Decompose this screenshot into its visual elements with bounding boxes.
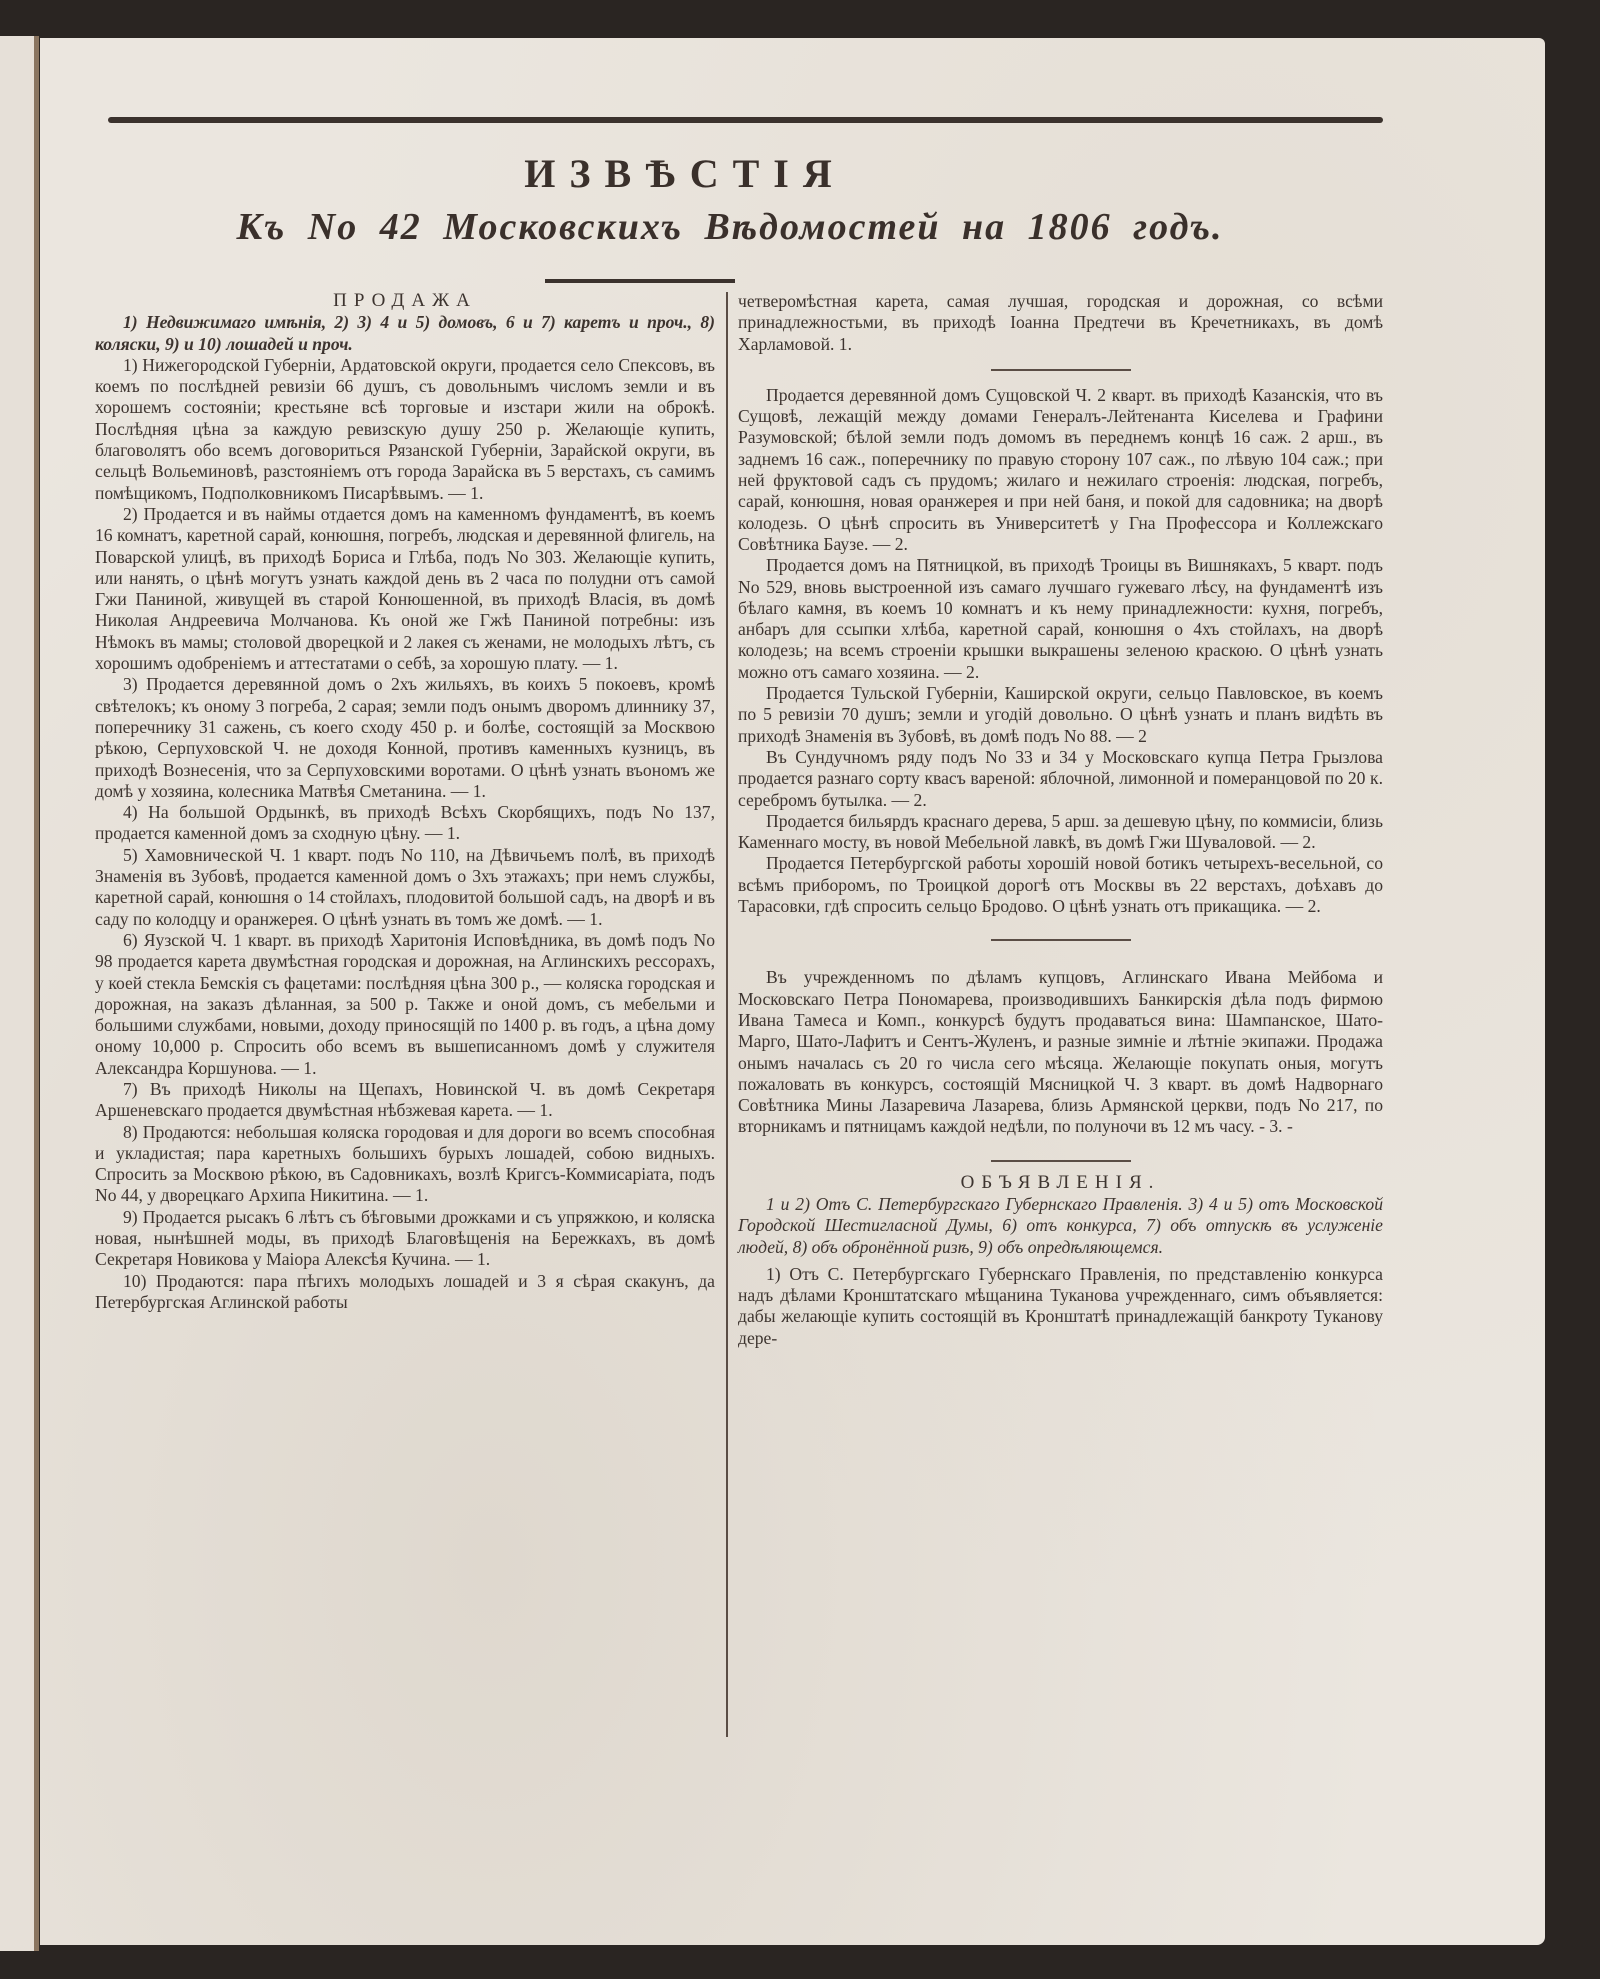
announcements-rubric: 1 и 2) Отъ С. Петербургскаго Губернскаго Правленія. 3) 4 и 5) отъ Московской Городской Шестигласной Думы, 6) отъ конкурса, 7) объ отпускѣ въ услуженіе людей, 8) объ обронённой ризѣ, 9) объ опредѣляющемся. xyxy=(738,1193,1383,1257)
section-rule xyxy=(991,1160,1131,1162)
konkurs-notice: Въ учрежденномъ по дѣламъ купцовъ, Аглинскаго Ивана Мейбома и Московскаго Петра Пономарева, производившихъ Банкирскія дѣла подъ фирмою Ивана Тамеса и Комп., конкурсѣ будутъ продаваться вина: Шампанское, Шато-Марго, Шато-Лафитъ и Сентъ-Жуленъ, и разные зимніе и лѣтніе экипажи. Продажа онымъ началась съ 20 го числа сего мѣсяца. Желающіе покупать оныя, могутъ пожаловать въ конкурсъ, состоящій Мясницкой Ч. 3 кварт. въ домѣ Надворнаго Совѣтника Мины Лазаревича Лазарева, близь Армянской церкви, подъ No 217, по вторникамъ и пятницамъ каждой недѣли, по полуночи въ 12 мъ часу. - 3. - xyxy=(738,967,1383,1137)
title-divider-rule xyxy=(545,279,735,283)
facing-page-edge xyxy=(0,36,39,1951)
sale-notice-5: Продается бильярдъ краснаго дерева, 5 арш. за дешевую цѣну, по коммисіи, близь Каменнаго мосту, въ новой Мебельной лавкѣ, въ домѣ Гжи Шуваловой. — 2. xyxy=(738,810,1383,853)
section-rule xyxy=(991,369,1131,371)
sale-item-3: 3) Продается деревянной домъ о 2хъ жильяхъ, въ коихъ 5 покоевъ, кромѣ свѣтелокъ; къ оному 3 погреба, 2 сарая; земли подъ онымъ дворомъ длиннику 37, поперечнику 31 сажень, съ коего сходу 450 р. и болѣе, состоящій за Москвою рѣкою, Серпуховской Ч. не доходя Конной, противъ каменныхъ кузницъ, въ приходѣ Вознесенія, что за Серпуховскими воротами. О цѣнѣ узнать въономъ же домѣ у хозяина, колесника Матвѣя Сметанина. — 1. xyxy=(95,674,715,801)
sale-rubric: 1) Недвижимаго имѣнія, 2) 3) 4 и 5) домовъ, 6 и 7) каретъ и проч., 8) коляски, 9) и 10) лошадей и проч. xyxy=(95,312,715,354)
column-divider xyxy=(726,292,728,1737)
section-rule xyxy=(991,939,1131,941)
section-heading-sale: ПРОДАЖА xyxy=(333,290,477,311)
sale-notice-6: Продается Петербургской работы хорошій новой ботикъ четырехъ-весельной, со всѣмъ приборомъ, по Троицкой дорогѣ отъ Москвы въ 22 верстахъ, доѣхавъ до Тарасовки, гдѣ спросить сельцо Бродово. О цѣнѣ узнать отъ прикащика. — 2. xyxy=(738,853,1383,917)
page-subtitle: Къ No 42 Московскихъ Вѣдомостей на 1806 годъ. xyxy=(236,206,1224,248)
continuation-text: четверомѣстная карета, самая лучшая, городская и дорожная, со всѣми принадлежностьми, въ приходѣ Іоанна Предтечи въ Кречетникахъ, въ домѣ Харламовой. 1. xyxy=(738,291,1383,354)
sale-item-5: 5) Хамовнической Ч. 1 кварт. подъ No 110, на Дѣвичьемъ полѣ, въ приходѣ Знаменія въ Зубовѣ, продается каменной домъ о 3хъ этажахъ; при немъ службы, каретной сарай, конюшня о 14 стойлахъ, плодовитой большой садъ, на дворѣ и въ саду по колодцу и оранжерея. О цѣнѣ узнать въ томъ же домѣ. — 1. xyxy=(95,844,715,929)
sale-item-1: 1) Нижегородской Губерніи, Ардатовской округи, продается село Спексовъ, въ коемъ по послѣдней ревизіи 66 душъ, съ довольнымъ числомъ земли и въ хорошемъ состояніи; крестьяне всѣ торговые и изстари жили на оброкѣ. Послѣдняя цѣна за каждую ревизскую душу 250 р. Желающіе купить, благоволятъ обо всемъ договориться Рязанской Губерніи, Зарайской округи, въ сельцѣ Вольеминовѣ, разстояніемъ отъ города Зарайска въ 5 верстахъ, съ самимъ помѣщикомъ, Подполковникомъ Писарѣвымъ. — 1. xyxy=(95,354,715,503)
sale-item-9: 9) Продается рысакъ 6 лѣтъ съ бѣговыми дрожками и съ упряжкою, и коляска новая, нынѣшней моды, въ приходѣ Благовѣщенія на Бережкахъ, въ домѣ Секретаря Новикова у Маіора Алексѣя Кучина. — 1. xyxy=(95,1206,715,1270)
sale-item-6: 6) Яузской Ч. 1 кварт. въ приходѣ Харитонія Исповѣдника, въ домѣ подъ No 98 продается карета двумѣстная городская и дорожная, на Аглинскихъ рессорахъ, у коей стекла Бемскія съ фацетами: послѣдняя цѣна 300 р., — коляска городская и дорожная, на заказъ дѣланная, за 500 р. Также и оной домъ, съ мебельми и большими службами, новыми, доходу приносящій по 1400 р. въ годъ, а цѣна дому оному 10,000 р. Спросить обо всемъ въ вышеписанномъ домѣ у служителя Александра Коршунова. — 1. xyxy=(95,929,715,1078)
sale-notice-4: Въ Сундучномъ ряду подъ No 33 и 34 у Московскаго купца Петра Грызлова продается разнаго сорту квасъ вареной: яблочной, лимонной и померанцовой по 20 к. серебромъ бутылка. — 2. xyxy=(738,746,1383,810)
top-ornamental-rule xyxy=(108,117,1383,123)
announcement-1: 1) Отъ С. Петербургскаго Губернскаго Правленія, по представленію конкурса надъ дѣлами Кронштатскаго мѣщанина Туканова учрежденнаго, симъ объявляется: дабы желающіе купить состоящій въ Кронштатѣ принадлежащій банкроту Туканову дере- xyxy=(738,1263,1383,1348)
left-column xyxy=(95,290,715,1313)
right-column xyxy=(738,291,1383,1349)
sale-item-2: 2) Продается и въ наймы отдается домъ на каменномъ фундаментѣ, въ коемъ 16 комнатъ, каретной сарай, конюшня, погребъ, людская и деревянной флигель, на Поварской улицѣ, въ приходѣ Бориса и Глѣба, подъ No 303. Желающіе купить, или нанять, о цѣнѣ могутъ узнать каждой день въ 2 часа по полудни отъ самой Гжи Паниной, живущей въ старой Конюшенной, въ приходѣ Власія, въ домѣ Николая Андреевича Молчанова. Къ оной же Гжѣ Паниной потребны: изъ Нѣмокъ въ мамы; столовой дворецкой и 2 лакея съ женами, не молодыхъ лѣтъ, съ хорошимъ одобреніемъ и аттестатами о себѣ, за хорошую плату. — 1. xyxy=(95,503,715,674)
sale-notice-1: Продается деревянной домъ Сущовской Ч. 2 кварт. въ приходѣ Казанскія, что въ Сущовѣ, лежащій между домами Генералъ-Лейтенанта Киселева и Графини Разумовской; бѣлой земли подъ домомъ въ переднемъ концѣ 16 саж. 2 арш., въ заднемъ 16 саж., поперечнику по правую сторону 107 саж., по лѣвую 104 саж.; при ней фруктовой садъ съ прудомъ; жилаго и нежилаго строенія: людская, погребъ, сарай, конюшня, новая оранжерея и при ней баня, и покой для садовника; на дворѣ колодезь. О цѣнѣ спросить въ Университетѣ у Гна Профессора и Коллежскаго Совѣтника Баузе. — 2. xyxy=(738,384,1383,554)
section-heading-announcements: ОБЪЯВЛЕНІЯ. xyxy=(960,1171,1161,1193)
page-title: ИЗВѢСТІЯ xyxy=(524,151,846,196)
sale-item-7: 7) Въ приходѣ Николы на Щепахъ, Новинской Ч. въ домѣ Секретаря Аршеневскаго продается двумѣстная нѣбзжевая карета. — 1. xyxy=(95,1078,715,1121)
sale-notice-3: Продается Тульской Губерніи, Каширской округи, сельцо Павловское, въ коемъ по 5 ревизіи 70 душъ; земли и угодій довольно. О цѣнѣ узнать и планъ видѣть въ приходѣ Знаменія въ Зубовѣ, въ домѣ подъ No 88. — 2 xyxy=(738,683,1383,746)
sale-item-8: 8) Продаются: небольшая коляска городовая и для дороги во всемъ способная и укладистая; пара каретныхъ большихъ бурыхъ лошадей, собою видныхъ. Спросить за Москвою рѣкою, въ Садовникахъ, возлѣ Кригсъ-Коммисаріата, подъ No 44, у дворецкаго Архипа Никитина. — 1. xyxy=(95,1121,715,1206)
sale-item-4: 4) На большой Ордынкѣ, въ приходѣ Всѣхъ Скорбящихъ, подъ No 137, продается каменной домъ за сходную цѣну. — 1. xyxy=(95,802,715,844)
sale-notice-2: Продается домъ на Пятницкой, въ приходѣ Троицы въ Вишнякахъ, 5 кварт. подъ No 529, вновь выстроенной изъ самаго лучшаго гужеваго лѣсу, на фундаментѣ изъ бѣлаго камня, въ коемъ 10 комнатъ и къ нему принадлежности: кухня, погребъ, анбаръ для ссыпки хлѣба, каретной сарай, конюшня о 4хъ стойлахъ, на дворѣ колодезь; на всемъ строеніи крышки выкрашены зеленою краскою. О цѣнѣ узнать можно отъ самаго хозяина. — 2. xyxy=(738,555,1383,682)
sale-item-10: 10) Продаются: пара пѣгихъ молодыхъ лошадей и 3 я сѣрая скакунъ, да Петербургская Аглинской работы xyxy=(95,1270,715,1312)
